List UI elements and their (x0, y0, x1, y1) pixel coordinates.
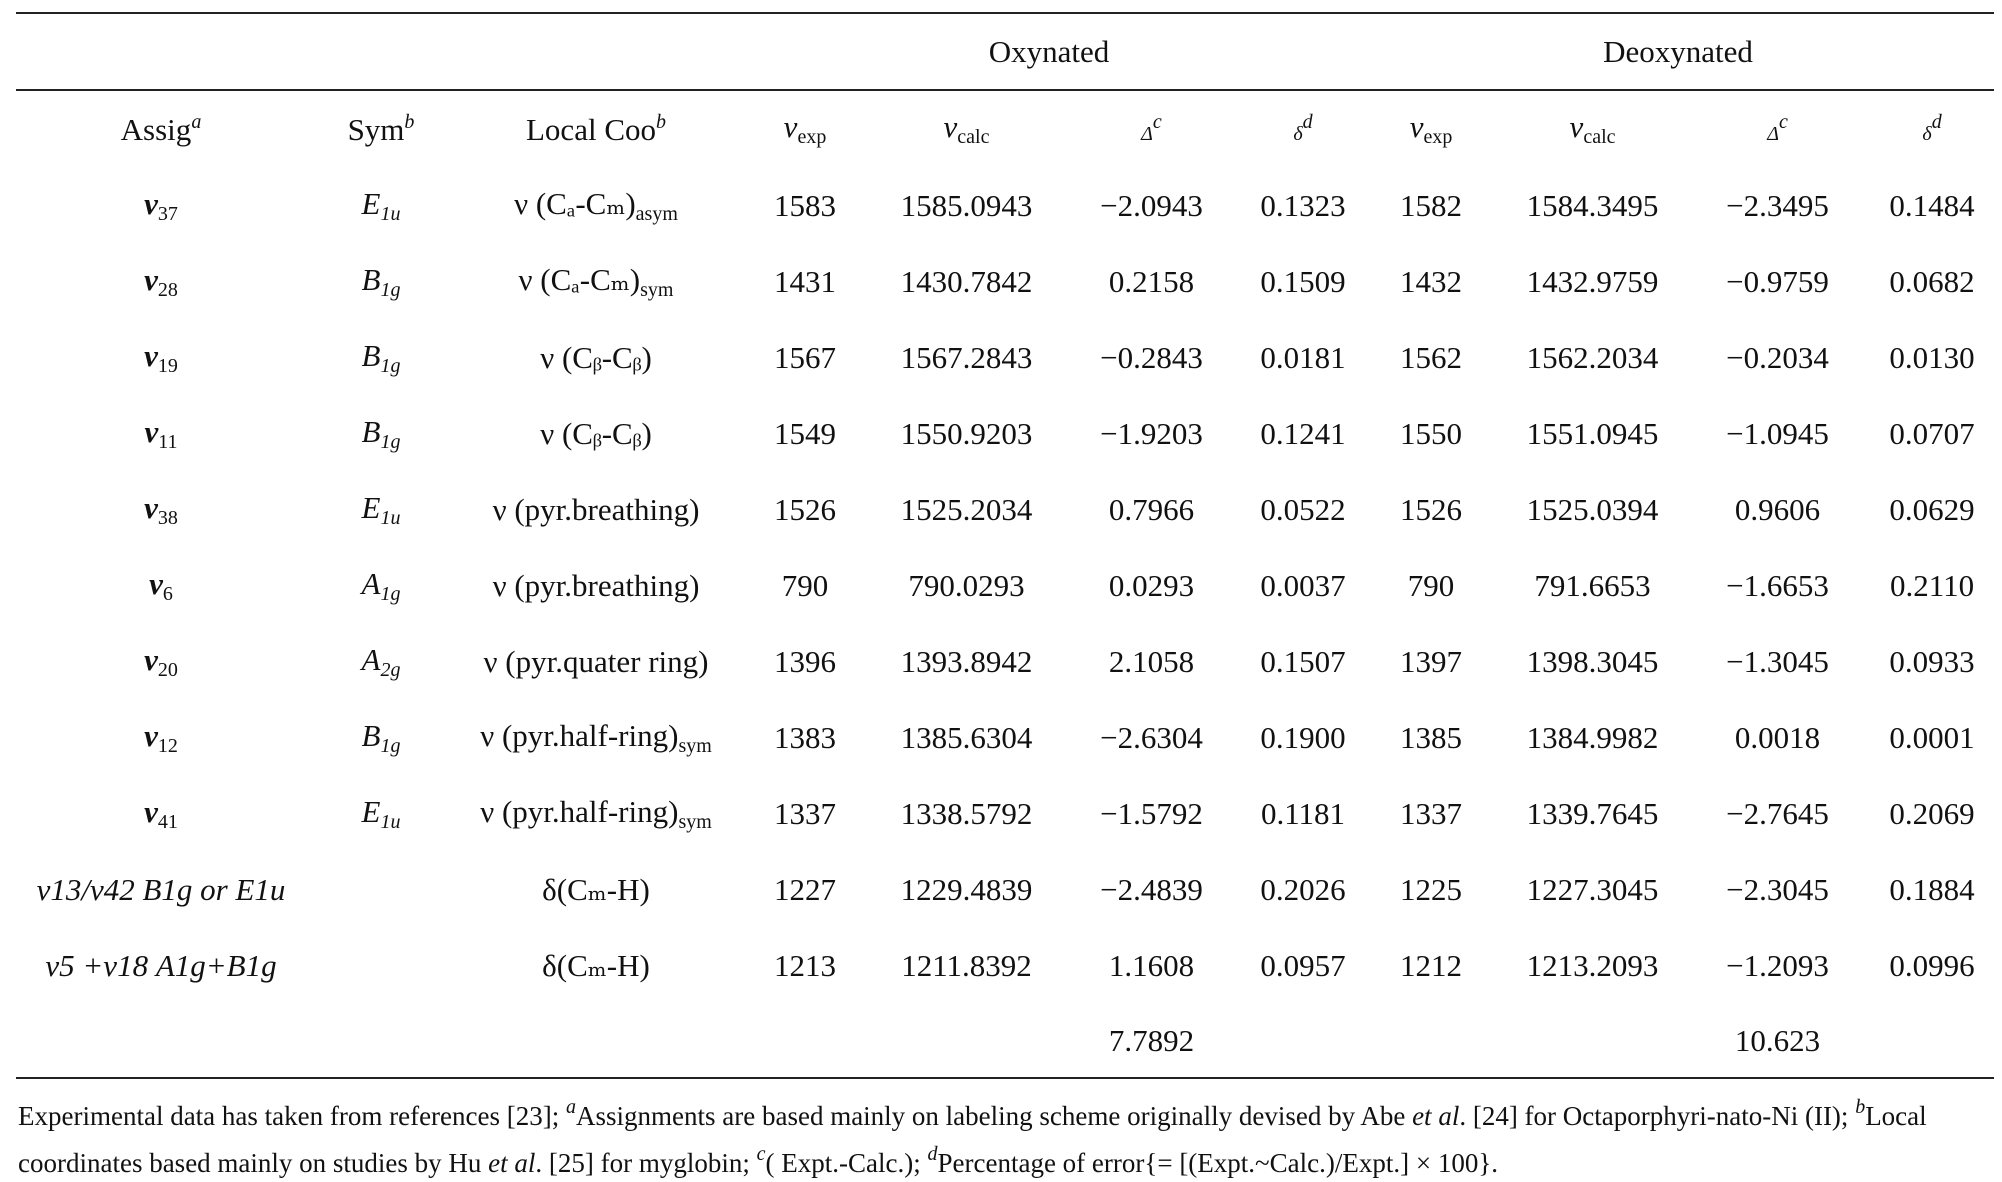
col-coo: Local Coo$^b$ (526, 110, 666, 147)
cell-deoxy-calc: 1584.3495 (1526, 188, 1659, 223)
footnote: Experimental data has taken from references [23]; $^a$Assignments are based mainly on labeling scheme originally devised by Abe et al. [24] for Octaporphyri-nato-Ni (II); $^b$Local coordinates based mainly on studies by Hu et al. [25] for myglobin; $^c$( Expt.-Calc.); $^d$Percentage of error{= [(Expt.~Calc.)/Expt.] × 100}. (18, 1096, 1927, 1178)
cell-coo: ν $(C_a-C_m)_{sym}$ (518, 262, 674, 301)
cell-assig: $\nu_{37}$ (144, 186, 178, 225)
col-oxy-err: $\delta^d$ (1293, 110, 1313, 145)
cell-oxy-exp: 1337 (774, 796, 836, 831)
cell-assig: $\nu_{11}$ (144, 414, 178, 453)
cell-deoxy-calc: 1213.2093 (1526, 948, 1659, 983)
table-row (16, 776, 1994, 852)
cell-oxy-exp: 1583 (774, 188, 836, 223)
cell-sym: $A_{2g}$ (361, 642, 401, 681)
cell-oxy-delta: −2.4839 (1100, 872, 1203, 907)
cell-oxy-delta: −0.2843 (1100, 340, 1203, 375)
col-deoxy-err: $\delta^d$ (1922, 110, 1942, 145)
cell-deoxy-delta: −0.9759 (1726, 264, 1829, 299)
cell-oxy-calc: 1525.2034 (900, 492, 1033, 527)
cell-oxy-exp: 1213 (774, 948, 836, 983)
col-deoxy-delta: $\Delta^c$ (1767, 110, 1788, 145)
cell-oxy-exp: 1549 (774, 416, 836, 451)
table-row (16, 320, 1994, 396)
cell-coo: ν $(pyr.half-ring)_{sym}$ (480, 718, 712, 757)
cell-oxy-err: 0.1181 (1260, 796, 1346, 831)
table-row (16, 852, 1994, 928)
cell-coo: ν (pyr.breathing) (492, 492, 700, 527)
cell-deoxy-err: 0.0629 (1889, 492, 1975, 527)
cell-deoxy-exp: 1397 (1400, 644, 1463, 679)
cell-deoxy-err: 0.2069 (1889, 796, 1975, 831)
cell-coo: ν $(pyr.half-ring)_{sym}$ (480, 794, 712, 833)
cell-oxy-exp: 1526 (774, 492, 836, 527)
cell-deoxy-delta: −0.2034 (1726, 340, 1829, 375)
cell-deoxy-exp: 1225 (1400, 872, 1463, 907)
cell-deoxy-err: 0.0996 (1889, 948, 1975, 983)
cell-sym: $A_{1g}$ (361, 566, 401, 605)
cell-coo: δ(Cₘ-H) (542, 948, 650, 983)
cell-deoxy-calc: 1398.3045 (1526, 644, 1659, 679)
cell-oxy-delta: −2.0943 (1100, 188, 1203, 223)
table-row (16, 928, 1994, 1004)
cell-oxy-delta: −1.9203 (1100, 416, 1203, 451)
cell-oxy-err: 0.0522 (1260, 492, 1346, 527)
cell-deoxy-err: 0.1884 (1889, 872, 1975, 907)
cell-oxy-calc: 1550.9203 (900, 416, 1033, 451)
cell-deoxy-err: 0.1484 (1889, 188, 1975, 223)
cell-sym: $E_{1u}$ (361, 794, 401, 833)
cell-oxy-err: 0.1241 (1260, 416, 1346, 451)
col-oxy-calc: $\nu_{calc}$ (943, 109, 990, 148)
cell-deoxy-err: 0.0707 (1889, 416, 1975, 451)
cell-deoxy-err: 0.0682 (1889, 264, 1975, 299)
cell-oxy-err: 0.0957 (1260, 948, 1346, 983)
cell-coo: ν (pyr.quater ring) (483, 644, 709, 679)
total-deoxy: 10.623 (1734, 1023, 1821, 1058)
cell-coo: ν (Cᵦ-Cᵦ) (540, 340, 652, 375)
cell-deoxy-delta: −2.3495 (1726, 188, 1829, 223)
cell-oxy-exp: 1431 (774, 264, 836, 299)
cell-sym: $B_{1g}$ (361, 718, 401, 757)
cell-assig: ν5 +ν18 A1g+B1g (45, 948, 277, 983)
cell-sym (306, 852, 456, 928)
cell-assig: $\nu_{41}$ (144, 794, 178, 833)
cell-coo: ν (Cᵦ-Cᵦ) (540, 416, 652, 451)
cell-assig: $\nu_{20}$ (144, 642, 178, 681)
cell-oxy-err: 0.1323 (1260, 188, 1346, 223)
table-row (16, 472, 1994, 548)
cell-deoxy-delta: −1.3045 (1726, 644, 1829, 679)
cell-oxy-err: 0.2026 (1260, 872, 1346, 907)
col-sym: Sym$^b$ (347, 110, 415, 147)
cell-oxy-err: 0.0181 (1260, 340, 1346, 375)
cell-sym: $B_{1g}$ (361, 262, 401, 301)
cell-sym: $B_{1g}$ (361, 338, 401, 377)
table-body (16, 168, 1994, 1078)
totals-row (16, 1004, 1994, 1078)
cell-oxy-calc: 1585.0943 (900, 188, 1033, 223)
cell-oxy-exp: 1227 (774, 872, 836, 907)
cell-deoxy-calc: 1227.3045 (1526, 872, 1659, 907)
group-deoxynated: Deoxynated (1603, 33, 1753, 69)
cell-deoxy-err: 0.0130 (1889, 340, 1975, 375)
cell-oxy-exp: 790 (781, 568, 829, 603)
cell-oxy-delta: 1.1608 (1108, 948, 1195, 983)
cell-sym (306, 928, 456, 1004)
group-oxynated: Oxynated (988, 33, 1110, 69)
col-oxy-exp: $\nu_{exp}$ (783, 109, 827, 148)
cell-oxy-err: 0.1509 (1260, 264, 1346, 299)
cell-sym: $E_{1u}$ (361, 186, 401, 225)
col-assig: Assig$^a$ (120, 110, 202, 147)
cell-oxy-err: 0.1507 (1260, 644, 1346, 679)
cell-oxy-calc: 1338.5792 (900, 796, 1033, 831)
cell-oxy-calc: 1430.7842 (900, 264, 1033, 299)
data-table (16, 13, 1994, 1078)
cell-deoxy-exp: 1432 (1400, 264, 1463, 299)
col-oxy-delta: $\Delta^c$ (1141, 110, 1162, 145)
cell-oxy-calc: 1229.4839 (900, 872, 1033, 907)
col-deoxy-exp: $\nu_{exp}$ (1409, 109, 1453, 148)
cell-oxy-delta: 2.1058 (1108, 644, 1195, 679)
table-row (16, 244, 1994, 320)
cell-deoxy-calc: 1384.9982 (1526, 720, 1659, 755)
cell-coo: ν (pyr.breathing) (492, 568, 700, 603)
cell-deoxy-exp: 1550 (1400, 416, 1463, 451)
cell-deoxy-exp: 1337 (1400, 796, 1463, 831)
cell-deoxy-delta: −2.3045 (1726, 872, 1829, 907)
cell-assig: $\nu_{12}$ (144, 718, 178, 757)
cell-oxy-calc: 1385.6304 (900, 720, 1033, 755)
cell-deoxy-delta: −2.7645 (1726, 796, 1829, 831)
cell-deoxy-calc: 1432.9759 (1526, 264, 1659, 299)
cell-deoxy-err: 0.0001 (1889, 720, 1975, 755)
cell-oxy-exp: 1383 (774, 720, 836, 755)
cell-oxy-err: 0.0037 (1260, 568, 1346, 603)
cell-deoxy-calc: 1551.0945 (1526, 416, 1659, 451)
cell-oxy-delta: −1.5792 (1100, 796, 1203, 831)
cell-oxy-delta: 0.0293 (1108, 568, 1195, 603)
cell-assig: $\nu_{28}$ (144, 262, 178, 301)
cell-deoxy-delta: 0.9606 (1734, 492, 1821, 527)
cell-coo: δ(Cₘ-H) (542, 872, 650, 907)
cell-assig: $\nu_{38}$ (144, 490, 178, 529)
total-oxy: 7.7892 (1108, 1023, 1195, 1058)
cell-deoxy-exp: 790 (1407, 568, 1455, 603)
cell-deoxy-err: 0.0933 (1889, 644, 1975, 679)
cell-assig: $\nu_6$ (149, 566, 173, 605)
cell-oxy-delta: −2.6304 (1100, 720, 1203, 755)
cell-deoxy-delta: −1.2093 (1726, 948, 1829, 983)
col-deoxy-calc: $\nu_{calc}$ (1569, 109, 1616, 148)
cell-deoxy-exp: 1582 (1400, 188, 1463, 223)
cell-deoxy-exp: 1212 (1400, 948, 1463, 983)
table-row (16, 548, 1994, 624)
cell-deoxy-err: 0.2110 (1889, 568, 1975, 603)
table-row (16, 168, 1994, 244)
cell-assig: $\nu_{19}$ (144, 338, 178, 377)
cell-oxy-calc: 1567.2843 (900, 340, 1033, 375)
cell-oxy-exp: 1396 (774, 644, 836, 679)
cell-oxy-delta: 0.2158 (1108, 264, 1195, 299)
cell-oxy-delta: 0.7966 (1108, 492, 1195, 527)
table-row (16, 624, 1994, 700)
cell-oxy-exp: 1567 (774, 340, 836, 375)
table-row (16, 396, 1994, 472)
cell-deoxy-delta: 0.0018 (1734, 720, 1821, 755)
cell-coo: ν $(C_a-C_m)_{asym}$ (514, 186, 678, 225)
cell-deoxy-delta: −1.6653 (1726, 568, 1829, 603)
cell-assig: ν13/ν42 B1g or E1u (36, 872, 286, 907)
cell-deoxy-calc: 1562.2034 (1526, 340, 1659, 375)
table-row (16, 700, 1994, 776)
cell-deoxy-calc: 1339.7645 (1526, 796, 1659, 831)
cell-oxy-calc: 790.0293 (908, 568, 1025, 603)
cell-deoxy-exp: 1385 (1400, 720, 1463, 755)
cell-sym: $B_{1g}$ (361, 414, 401, 453)
cell-deoxy-delta: −1.0945 (1726, 416, 1829, 451)
cell-deoxy-exp: 1526 (1400, 492, 1463, 527)
cell-oxy-calc: 1393.8942 (900, 644, 1033, 679)
cell-oxy-calc: 1211.8392 (901, 948, 1032, 983)
cell-deoxy-calc: 791.6653 (1534, 568, 1651, 603)
cell-deoxy-calc: 1525.0394 (1526, 492, 1659, 527)
cell-sym: $E_{1u}$ (361, 490, 401, 529)
cell-oxy-err: 0.1900 (1260, 720, 1346, 755)
cell-deoxy-exp: 1562 (1400, 340, 1463, 375)
